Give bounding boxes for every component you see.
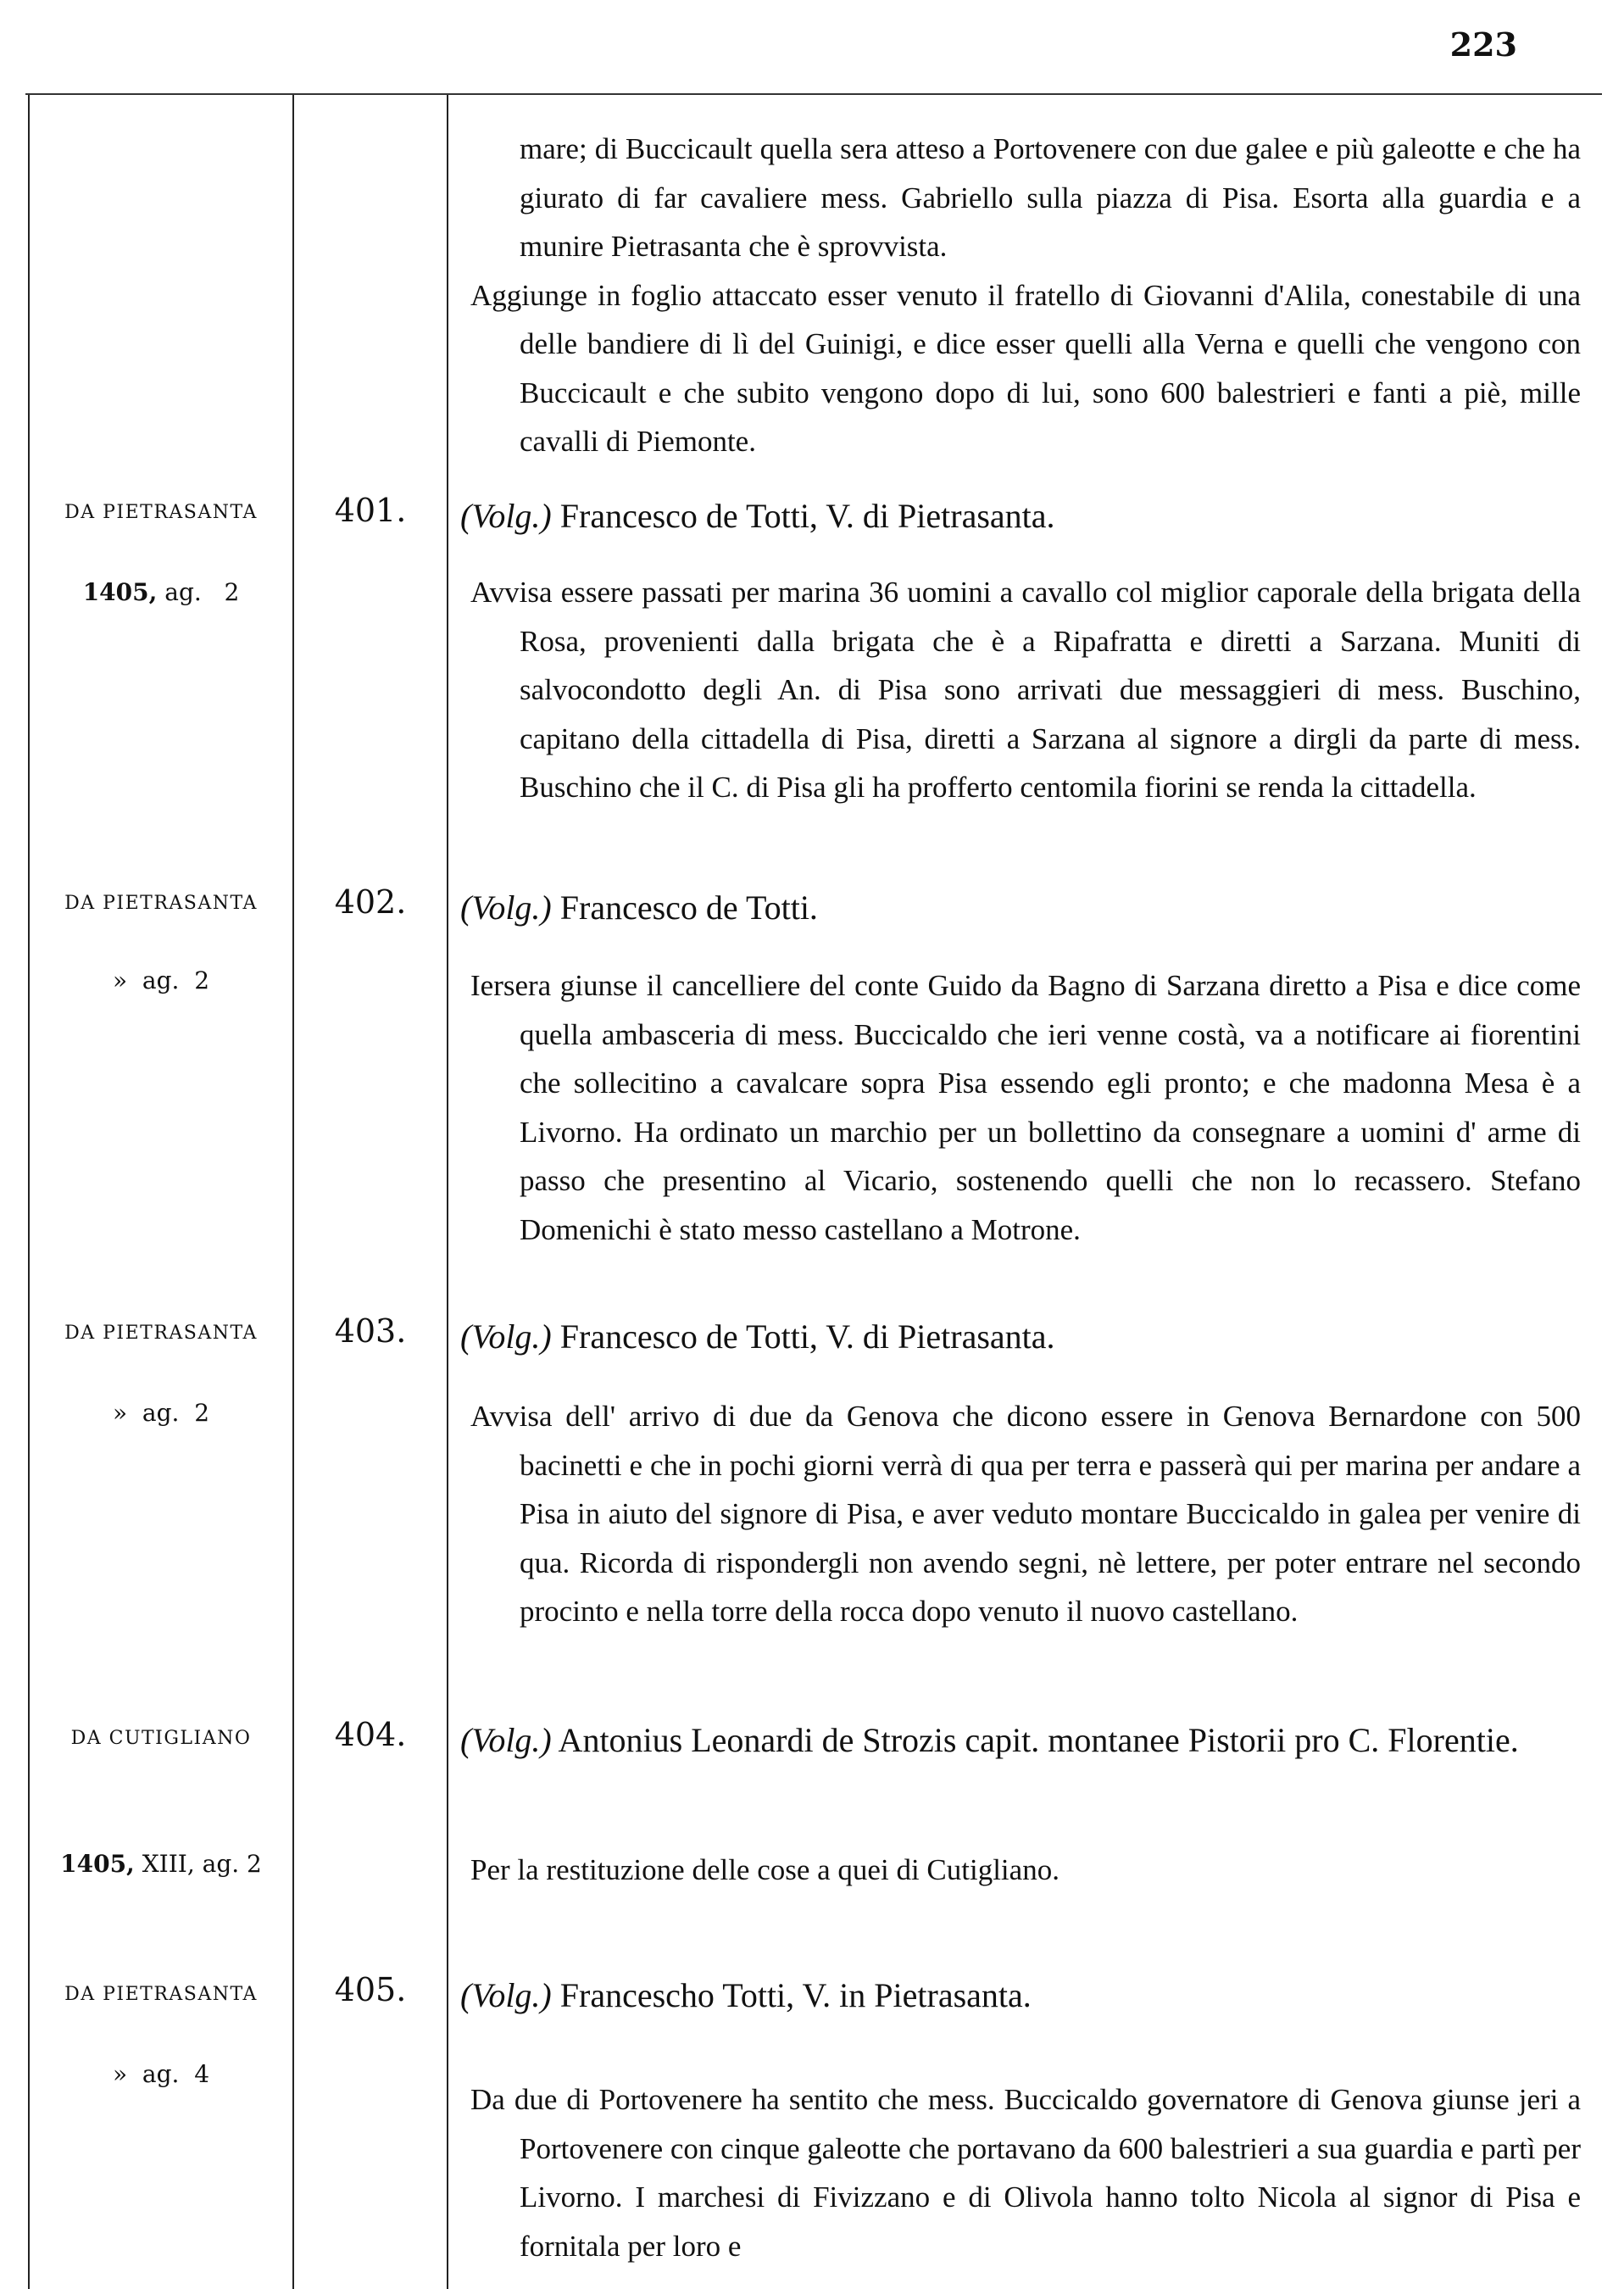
column-rule-middle: [292, 95, 294, 2289]
page-number: 223: [1449, 25, 1517, 64]
entry-body: [470, 568, 1581, 812]
entry-body: [470, 1392, 1581, 1636]
entry-origin: DA PIETRASANTA: [64, 893, 258, 914]
volg-label: (Volg.): [460, 497, 552, 535]
entry-date: [38, 1850, 284, 1878]
entry-author: Antonius Leonardi de Strozis capit. montanee Pistorii pro C. Florentie.: [551, 1721, 1519, 1759]
volg-label: (Volg.): [460, 1721, 552, 1759]
entry-date-day: ag. 2: [157, 578, 240, 606]
entry-author: Francescho Totti, V. in Pietrasanta.: [551, 1976, 1032, 2014]
entry-origin: DA CUTIGLIANO: [70, 1728, 252, 1749]
entry-date-day: » ag. 4: [112, 2060, 210, 2088]
entry-number: 405.: [334, 1971, 407, 2008]
entry-number: 403.: [334, 1312, 407, 1350]
entry-origin: DA PIETRASANTA: [64, 1323, 258, 1344]
entry-number: 404.: [334, 1716, 407, 1753]
addendum-paragraph: Aggiunge in foglio attaccato esser venuto il fratello di Giovanni d'Alila, conestabile di una delle bandiere di lì del Guinigi, e dice esser quelli alla Verna e quelli che vengono con Buccicault e che subito vengono dopo di lui, sono 600 balestrieri e fanti a piè, mille cavalli di Piemonte.: [470, 278, 1581, 458]
entry-summary: Avvisa essere passati per marina 36 uomini a cavallo col miglior caporale della brigata della Rosa, provenienti dalla brigata che è a Ripafratta e diretti a Sarzana. Muniti di salvocondotto degli An. di Pisa sono arrivati due messaggieri di mess. Buschino, capitano della cittadella di Pisa, diretti a Sarzana al signore a dirgli da parte di mess. Buschino che il C. di Pisa gli ha profferto centomila fiorini se renda la cittadella.: [470, 576, 1581, 804]
volg-label: (Volg.): [460, 1317, 552, 1356]
entry-origin: DA PIETRASANTA: [64, 1984, 258, 2005]
volg-label: (Volg.): [460, 1976, 552, 2014]
entry-date-day: XIII, ag. 2: [134, 1850, 262, 1878]
entry-summary: Iersera giunse il cancelliere del conte Guido da Bagno di Sarzana diretto a Pisa e dice come quella ambasceria di mess. Buccicaldo che ieri venne costà, va a notificare ai fiorentini che sollecitino a cavalcare sopra Pisa essendo egli pronto; e che madonna Mesa è a Livorno. Ha ordinato un marchio per un bollettino da consegnare a uomini d' arme di passo che presentino al Vicario, sostenendo quelli che non lo recassero. Stefano Domenichi è stato messo castellano a Motrone.: [470, 969, 1581, 1246]
entry-date: [38, 966, 284, 994]
continuation-text: [470, 125, 1581, 466]
column-rule-left: [28, 95, 30, 2289]
entry-summary: Da due di Portovenere ha sentito che mess. Buccicaldo governatore di Genova giunse jeri a Portovenere con cinque galeotte che portavano da 600 balestrieri a sua guardia e partì per Livorno. I marchesi di Fivizzano e di Olivola hanno tolto Nicola al signor di Pisa e fornitala per loro e: [470, 2083, 1581, 2263]
entry-date-year: 1405,: [60, 1850, 135, 1878]
entry-heading: [460, 1714, 1624, 1767]
entry-date: [38, 1399, 284, 1427]
header-rule: [25, 93, 1602, 95]
entry-date-day: » ag. 2: [112, 1399, 210, 1427]
entry-body: [470, 961, 1581, 1254]
entry-number: 401.: [334, 492, 407, 529]
volg-label: (Volg.): [460, 888, 552, 927]
entry-summary: Avvisa dell' arrivo di due da Genova che dicono essere in Genova Bernardone con 500 bacinetti e che in pochi giorni verrà di qua per terra e passerà qui per marina per andare a Pisa in aiuto del signore di Pisa, e aver veduto montare Buccicaldo in galea per venire di qua. Ricorda di rispondergli non avendo segni, nè lettere, per poter entrare nel secondo procinto e nella torre della rocca dopo venuto il nuovo castellano.: [470, 1400, 1581, 1628]
entry-origin: DA PIETRASANTA: [64, 502, 258, 523]
entry-date-day: » ag. 2: [112, 966, 210, 994]
entry-date: [38, 578, 284, 606]
entry-author: Francesco de Totti.: [551, 888, 818, 927]
continuation-paragraph: mare; di Buccicault quella sera atteso a Portovenere con due galee e più galeotte e che ha giurato di far cavaliere mess. Gabriello sulla piazza di Pisa. Esorta alla guardia e a munire Pietrasanta che è sprovvista.: [520, 132, 1581, 263]
entry-heading: [460, 882, 1624, 934]
entry-summary: Per la restituzione delle cose a quei di Cutigliano.: [470, 1853, 1059, 1886]
entry-heading: [460, 490, 1624, 543]
entry-body: [470, 2075, 1581, 2270]
entry-heading: [460, 1311, 1624, 1363]
entry-body: [470, 1846, 1581, 1895]
entry-author: Francesco de Totti, V. di Pietrasanta.: [551, 497, 1055, 535]
entry-date-year: 1405,: [82, 578, 158, 606]
entry-heading: [460, 1969, 1624, 2022]
entry-author: Francesco de Totti, V. di Pietrasanta.: [551, 1317, 1055, 1356]
entry-number: 402.: [334, 883, 407, 921]
entry-date: [38, 2060, 284, 2088]
column-rule-right: [447, 95, 448, 2289]
